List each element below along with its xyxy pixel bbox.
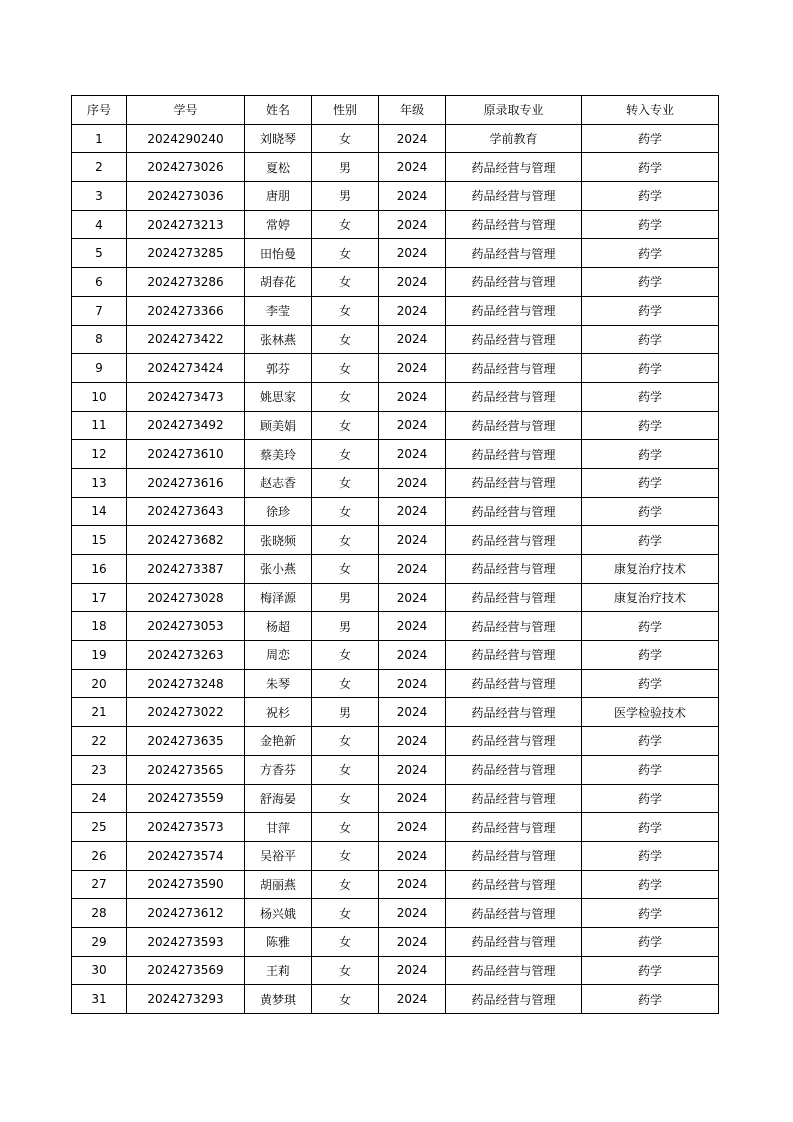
cell-serial-number: 26	[72, 841, 127, 870]
cell-original-major: 药品经营与管理	[446, 669, 582, 698]
cell-name: 朱琴	[245, 669, 312, 698]
cell-gender: 女	[312, 325, 379, 354]
table-row	[72, 497, 719, 526]
cell-name: 夏松	[245, 153, 312, 182]
cell-transfer-major: 药学	[582, 956, 719, 985]
cell-serial-number: 14	[72, 497, 127, 526]
cell-serial-number: 28	[72, 899, 127, 928]
cell-original-major: 药品经营与管理	[446, 468, 582, 497]
cell-name: 唐朋	[245, 182, 312, 211]
cell-serial-number: 25	[72, 813, 127, 842]
cell-grade: 2024	[379, 124, 446, 153]
table-row	[72, 870, 719, 899]
table-row	[72, 468, 719, 497]
header-original-major: 原录取专业	[446, 96, 582, 125]
cell-gender: 男	[312, 153, 379, 182]
cell-student-id: 2024273053	[127, 612, 245, 641]
transfer-table	[71, 95, 719, 1014]
cell-name: 杨超	[245, 612, 312, 641]
cell-transfer-major: 药学	[582, 985, 719, 1014]
cell-student-id: 2024273643	[127, 497, 245, 526]
cell-name: 梅泽源	[245, 583, 312, 612]
cell-grade: 2024	[379, 583, 446, 612]
header-transfer-major: 转入专业	[582, 96, 719, 125]
cell-gender: 女	[312, 210, 379, 239]
table-row	[72, 927, 719, 956]
cell-original-major: 药品经营与管理	[446, 956, 582, 985]
cell-student-id: 2024273616	[127, 468, 245, 497]
table-row	[72, 669, 719, 698]
cell-name: 方香芬	[245, 755, 312, 784]
header-gender: 性别	[312, 96, 379, 125]
cell-name: 蔡美玲	[245, 440, 312, 469]
cell-grade: 2024	[379, 555, 446, 584]
cell-student-id: 2024273574	[127, 841, 245, 870]
cell-student-id: 2024273286	[127, 268, 245, 297]
table-row	[72, 354, 719, 383]
cell-student-id: 2024273263	[127, 641, 245, 670]
cell-student-id: 2024273213	[127, 210, 245, 239]
cell-serial-number: 20	[72, 669, 127, 698]
cell-serial-number: 8	[72, 325, 127, 354]
cell-transfer-major: 药学	[582, 899, 719, 928]
cell-transfer-major: 药学	[582, 468, 719, 497]
cell-name: 张小燕	[245, 555, 312, 584]
cell-transfer-major: 药学	[582, 411, 719, 440]
cell-grade: 2024	[379, 641, 446, 670]
table-row	[72, 296, 719, 325]
cell-grade: 2024	[379, 239, 446, 268]
cell-gender: 女	[312, 296, 379, 325]
table-row	[72, 210, 719, 239]
cell-student-id: 2024273026	[127, 153, 245, 182]
cell-original-major: 药品经营与管理	[446, 268, 582, 297]
table-row	[72, 382, 719, 411]
cell-transfer-major: 药学	[582, 296, 719, 325]
table-row	[72, 153, 719, 182]
cell-original-major: 药品经营与管理	[446, 526, 582, 555]
cell-student-id: 2024273565	[127, 755, 245, 784]
table-row	[72, 985, 719, 1014]
cell-gender: 女	[312, 727, 379, 756]
cell-original-major: 药品经营与管理	[446, 354, 582, 383]
table-row	[72, 727, 719, 756]
cell-name: 徐珍	[245, 497, 312, 526]
cell-gender: 女	[312, 239, 379, 268]
cell-gender: 女	[312, 382, 379, 411]
cell-gender: 女	[312, 985, 379, 1014]
cell-serial-number: 29	[72, 927, 127, 956]
table-row	[72, 440, 719, 469]
cell-grade: 2024	[379, 612, 446, 641]
table-row	[72, 755, 719, 784]
cell-gender: 女	[312, 440, 379, 469]
cell-transfer-major: 药学	[582, 841, 719, 870]
cell-transfer-major: 康复治疗技术	[582, 583, 719, 612]
cell-name: 祝杉	[245, 698, 312, 727]
cell-name: 张林燕	[245, 325, 312, 354]
cell-name: 杨兴娥	[245, 899, 312, 928]
cell-name: 顾美娟	[245, 411, 312, 440]
table-row	[72, 698, 719, 727]
cell-grade: 2024	[379, 268, 446, 297]
cell-original-major: 药品经营与管理	[446, 210, 582, 239]
table-row	[72, 612, 719, 641]
cell-gender: 男	[312, 182, 379, 211]
cell-grade: 2024	[379, 727, 446, 756]
cell-name: 黄梦琪	[245, 985, 312, 1014]
cell-gender: 女	[312, 354, 379, 383]
cell-name: 张晓频	[245, 526, 312, 555]
cell-serial-number: 30	[72, 956, 127, 985]
cell-transfer-major: 药学	[582, 813, 719, 842]
cell-name: 常婷	[245, 210, 312, 239]
cell-student-id: 2024273492	[127, 411, 245, 440]
cell-name: 田怡曼	[245, 239, 312, 268]
cell-name: 刘晓琴	[245, 124, 312, 153]
cell-name: 甘萍	[245, 813, 312, 842]
cell-student-id: 2024273569	[127, 956, 245, 985]
cell-serial-number: 18	[72, 612, 127, 641]
cell-original-major: 药品经营与管理	[446, 583, 582, 612]
cell-serial-number: 11	[72, 411, 127, 440]
cell-transfer-major: 药学	[582, 354, 719, 383]
cell-gender: 女	[312, 956, 379, 985]
cell-transfer-major: 药学	[582, 182, 719, 211]
cell-grade: 2024	[379, 669, 446, 698]
cell-gender: 女	[312, 841, 379, 870]
cell-grade: 2024	[379, 985, 446, 1014]
table-row	[72, 956, 719, 985]
cell-name: 吴裕平	[245, 841, 312, 870]
cell-serial-number: 1	[72, 124, 127, 153]
cell-student-id: 2024273612	[127, 899, 245, 928]
cell-student-id: 2024273424	[127, 354, 245, 383]
table-row	[72, 583, 719, 612]
cell-gender: 女	[312, 526, 379, 555]
cell-original-major: 药品经营与管理	[446, 813, 582, 842]
cell-original-major: 药品经营与管理	[446, 985, 582, 1014]
cell-transfer-major: 药学	[582, 612, 719, 641]
cell-student-id: 2024273610	[127, 440, 245, 469]
cell-gender: 男	[312, 583, 379, 612]
cell-student-id: 2024273285	[127, 239, 245, 268]
table-row	[72, 555, 719, 584]
cell-grade: 2024	[379, 698, 446, 727]
cell-transfer-major: 药学	[582, 526, 719, 555]
cell-transfer-major: 药学	[582, 153, 719, 182]
cell-grade: 2024	[379, 813, 446, 842]
cell-original-major: 药品经营与管理	[446, 727, 582, 756]
cell-grade: 2024	[379, 841, 446, 870]
cell-serial-number: 22	[72, 727, 127, 756]
header-serial-number: 序号	[72, 96, 127, 125]
cell-original-major: 药品经营与管理	[446, 641, 582, 670]
cell-student-id: 2024273028	[127, 583, 245, 612]
cell-name: 舒海晏	[245, 784, 312, 813]
cell-original-major: 药品经营与管理	[446, 899, 582, 928]
cell-gender: 女	[312, 268, 379, 297]
transfer-list-sheet	[71, 95, 719, 1014]
table-row	[72, 182, 719, 211]
cell-name: 姚思家	[245, 382, 312, 411]
table-row	[72, 124, 719, 153]
cell-gender: 女	[312, 813, 379, 842]
cell-transfer-major: 药学	[582, 669, 719, 698]
cell-original-major: 药品经营与管理	[446, 555, 582, 584]
cell-grade: 2024	[379, 210, 446, 239]
cell-grade: 2024	[379, 927, 446, 956]
cell-student-id: 2024273387	[127, 555, 245, 584]
cell-student-id: 2024273682	[127, 526, 245, 555]
cell-original-major: 药品经营与管理	[446, 239, 582, 268]
cell-name: 金艳新	[245, 727, 312, 756]
cell-gender: 男	[312, 612, 379, 641]
cell-transfer-major: 药学	[582, 268, 719, 297]
cell-grade: 2024	[379, 440, 446, 469]
cell-transfer-major: 康复治疗技术	[582, 555, 719, 584]
cell-student-id: 2024273422	[127, 325, 245, 354]
table-row	[72, 411, 719, 440]
cell-grade: 2024	[379, 354, 446, 383]
cell-serial-number: 23	[72, 755, 127, 784]
table-row	[72, 641, 719, 670]
cell-student-id: 2024273022	[127, 698, 245, 727]
cell-transfer-major: 药学	[582, 382, 719, 411]
cell-serial-number: 16	[72, 555, 127, 584]
cell-serial-number: 2	[72, 153, 127, 182]
cell-original-major: 药品经营与管理	[446, 440, 582, 469]
cell-serial-number: 6	[72, 268, 127, 297]
cell-serial-number: 12	[72, 440, 127, 469]
cell-original-major: 学前教育	[446, 124, 582, 153]
table-body	[72, 124, 719, 1013]
cell-gender: 女	[312, 870, 379, 899]
cell-gender: 女	[312, 927, 379, 956]
cell-gender: 男	[312, 698, 379, 727]
cell-transfer-major: 药学	[582, 497, 719, 526]
cell-student-id: 2024273366	[127, 296, 245, 325]
cell-transfer-major: 药学	[582, 727, 719, 756]
cell-serial-number: 10	[72, 382, 127, 411]
header-student-id: 学号	[127, 96, 245, 125]
cell-name: 赵志香	[245, 468, 312, 497]
cell-serial-number: 31	[72, 985, 127, 1014]
cell-serial-number: 4	[72, 210, 127, 239]
cell-serial-number: 15	[72, 526, 127, 555]
cell-grade: 2024	[379, 153, 446, 182]
cell-original-major: 药品经营与管理	[446, 382, 582, 411]
cell-student-id: 2024273593	[127, 927, 245, 956]
cell-serial-number: 5	[72, 239, 127, 268]
table-row	[72, 899, 719, 928]
cell-gender: 女	[312, 497, 379, 526]
cell-student-id: 2024273635	[127, 727, 245, 756]
cell-student-id: 2024273573	[127, 813, 245, 842]
cell-grade: 2024	[379, 468, 446, 497]
cell-gender: 女	[312, 641, 379, 670]
cell-student-id: 2024273590	[127, 870, 245, 899]
cell-transfer-major: 药学	[582, 641, 719, 670]
cell-serial-number: 17	[72, 583, 127, 612]
header-grade: 年级	[379, 96, 446, 125]
cell-grade: 2024	[379, 497, 446, 526]
cell-student-id: 2024290240	[127, 124, 245, 153]
cell-transfer-major: 医学检验技术	[582, 698, 719, 727]
cell-student-id: 2024273293	[127, 985, 245, 1014]
cell-grade: 2024	[379, 182, 446, 211]
table-header-row	[72, 96, 719, 125]
cell-serial-number: 9	[72, 354, 127, 383]
cell-serial-number: 19	[72, 641, 127, 670]
cell-gender: 女	[312, 899, 379, 928]
cell-grade: 2024	[379, 755, 446, 784]
cell-grade: 2024	[379, 870, 446, 899]
cell-serial-number: 7	[72, 296, 127, 325]
cell-serial-number: 3	[72, 182, 127, 211]
cell-transfer-major: 药学	[582, 440, 719, 469]
cell-original-major: 药品经营与管理	[446, 784, 582, 813]
cell-name: 郭芬	[245, 354, 312, 383]
cell-student-id: 2024273036	[127, 182, 245, 211]
cell-gender: 女	[312, 669, 379, 698]
table-row	[72, 813, 719, 842]
cell-original-major: 药品经营与管理	[446, 841, 582, 870]
cell-gender: 女	[312, 784, 379, 813]
cell-name: 陈雅	[245, 927, 312, 956]
table-row	[72, 526, 719, 555]
cell-gender: 女	[312, 124, 379, 153]
cell-gender: 女	[312, 411, 379, 440]
cell-transfer-major: 药学	[582, 239, 719, 268]
cell-student-id: 2024273559	[127, 784, 245, 813]
cell-grade: 2024	[379, 956, 446, 985]
cell-original-major: 药品经营与管理	[446, 927, 582, 956]
cell-gender: 女	[312, 755, 379, 784]
cell-name: 胡春花	[245, 268, 312, 297]
cell-grade: 2024	[379, 784, 446, 813]
cell-grade: 2024	[379, 411, 446, 440]
cell-transfer-major: 药学	[582, 927, 719, 956]
cell-grade: 2024	[379, 526, 446, 555]
cell-original-major: 药品经营与管理	[446, 153, 582, 182]
cell-original-major: 药品经营与管理	[446, 497, 582, 526]
cell-student-id: 2024273473	[127, 382, 245, 411]
table-row	[72, 268, 719, 297]
cell-transfer-major: 药学	[582, 870, 719, 899]
table-row	[72, 325, 719, 354]
cell-original-major: 药品经营与管理	[446, 612, 582, 641]
cell-original-major: 药品经营与管理	[446, 325, 582, 354]
table-row	[72, 841, 719, 870]
cell-name: 王莉	[245, 956, 312, 985]
cell-transfer-major: 药学	[582, 124, 719, 153]
cell-original-major: 药品经营与管理	[446, 296, 582, 325]
cell-serial-number: 24	[72, 784, 127, 813]
cell-name: 李莹	[245, 296, 312, 325]
cell-name: 胡丽燕	[245, 870, 312, 899]
cell-serial-number: 21	[72, 698, 127, 727]
table-row	[72, 239, 719, 268]
cell-grade: 2024	[379, 382, 446, 411]
header-name: 姓名	[245, 96, 312, 125]
cell-gender: 女	[312, 468, 379, 497]
cell-grade: 2024	[379, 296, 446, 325]
cell-original-major: 药品经营与管理	[446, 870, 582, 899]
cell-transfer-major: 药学	[582, 784, 719, 813]
cell-transfer-major: 药学	[582, 325, 719, 354]
cell-original-major: 药品经营与管理	[446, 698, 582, 727]
cell-student-id: 2024273248	[127, 669, 245, 698]
cell-serial-number: 13	[72, 468, 127, 497]
cell-original-major: 药品经营与管理	[446, 411, 582, 440]
table-row	[72, 784, 719, 813]
cell-original-major: 药品经营与管理	[446, 755, 582, 784]
cell-original-major: 药品经营与管理	[446, 182, 582, 211]
cell-name: 周恋	[245, 641, 312, 670]
cell-grade: 2024	[379, 899, 446, 928]
cell-transfer-major: 药学	[582, 210, 719, 239]
cell-grade: 2024	[379, 325, 446, 354]
cell-gender: 女	[312, 555, 379, 584]
cell-transfer-major: 药学	[582, 755, 719, 784]
cell-serial-number: 27	[72, 870, 127, 899]
